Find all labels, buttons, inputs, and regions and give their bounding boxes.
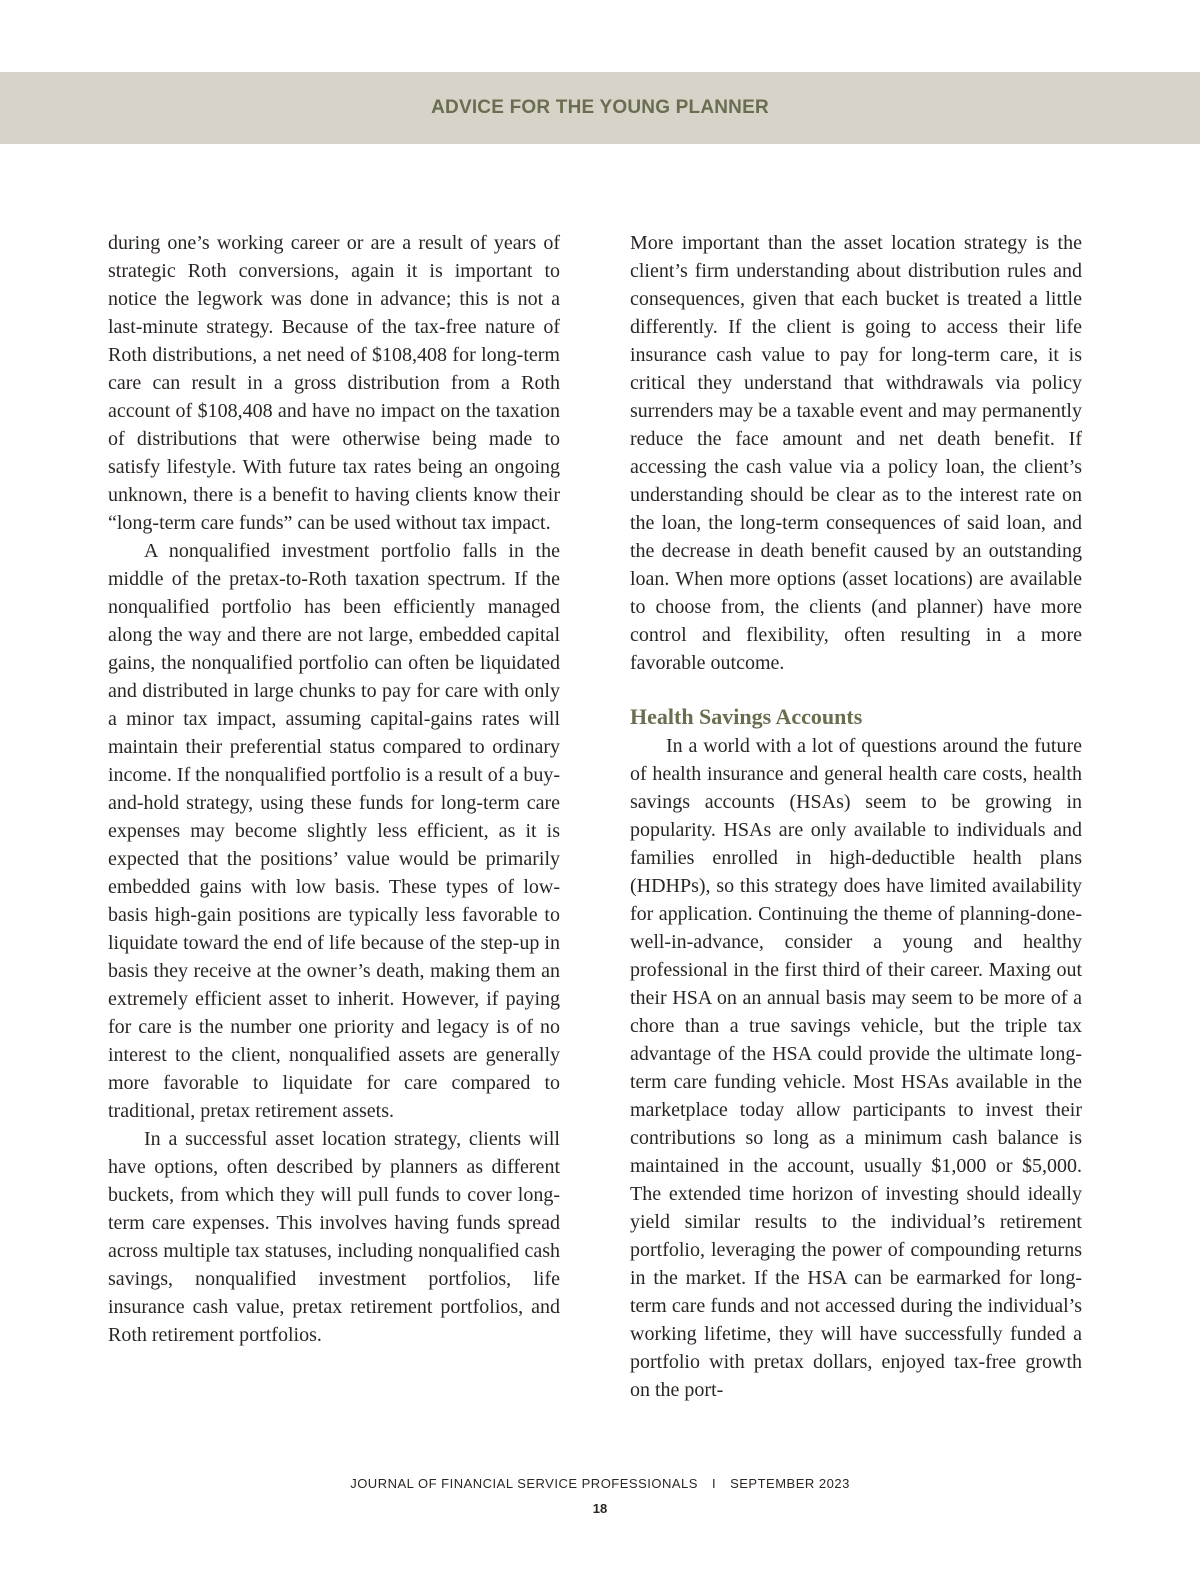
right-column [630, 229, 1082, 1404]
running-header-title: ADVICE FOR THE YOUNG PLANNER [431, 97, 769, 118]
footer [0, 1474, 1200, 1494]
body-paragraph: In a world with a lot of questions around the future of health insurance and general health care costs, health savings accounts (HSAs) seem to be growing in popularity. HSAs are only available to individuals and families enrolled in high-deductible health plans (HDHPs), so this strategy does have limited availability for application. Continuing the theme of planning-done-well-in-advance, consider a young and healthy professional in the first third of their career. Maxing out their HSA on an annual basis may seem to be more of a chore than a true savings vehicle, but the triple tax advantage of the HSA could provide the ultimate long-term care funding vehicle. Most HSAs available in the marketplace today allow participants to invest their contributions so long as a minimum cash balance is maintained in the account, usually $1,000 or $5,000. The extended time horizon of investing should ideally yield similar results to the individual’s retirement portfolio, leveraging the power of compounding returns in the market. If the HSA can be earmarked for long-term care funds and not accessed during the individual’s working lifetime, they will have successfully funded a portfolio with pretax dollars, enjoyed tax-free growth on the port- [630, 735, 1082, 1401]
issue-date: SEPTEMBER 2023 [730, 1476, 850, 1491]
page-number: 18 [592, 1501, 608, 1516]
body-paragraph: A nonqualified investment portfolio falls in the middle of the pretax-to-Roth taxation spectrum. If the nonqualified portfolio has been efficiently managed along the way and there are not large, embedded capital gains, the nonqualified portfolio can often be liquidated and distributed in large chunks to pay for care with only a minor tax impact, assuming capital-gains rates will maintain their preferential status compared to ordinary income. If the nonqualified portfolio is a result of a buy-and-hold strategy, using these funds for long-term care expenses may become slightly less efficient, as it is expected that the positions’ value would be primarily embedded gains with low basis. These types of low-basis high-gain positions are typically less favorable to liquidate toward the end of life because of the step-up in basis they receive at the owner’s death, making them an extremely efficient asset to inherit. However, if paying for care is the number one priority and legacy is of no interest to the client, nonqualified assets are generally more favorable to liquidate for care compared to traditional, pretax retirement assets. [108, 540, 560, 1122]
body-paragraph: In a successful asset location strategy, clients will have options, often described by planners as different buckets, from which they will pull funds to cover long-term care expenses. This involves having funds spread across multiple tax statuses, including nonqualified cash savings, nonqualified investment portfolios, life insurance cash value, pretax retirement portfolios, and Roth retirement portfolios. [108, 1128, 560, 1346]
footer-separator: I [711, 1476, 717, 1491]
left-column [108, 229, 560, 1349]
body-paragraph: More important than the asset location strategy is the client’s firm understanding about distribution rules and consequences, given that each bucket is treated a little differently. If the client is going to access their life insurance cash value to pay for long-term care, it is critical they understand that withdrawals via policy surrenders may be a taxable event and may permanently reduce the face amount and net death benefit. If accessing the cash value via a policy loan, the client’s understanding should be clear as to the interest rate on the loan, the long-term consequences of said loan, and the decrease in death benefit caused by an outstanding loan. When more options (asset locations) are available to choose from, the clients (and planner) have more control and flexibility, often resulting in a more favorable outcome. [630, 232, 1082, 674]
section-heading: Health Savings Accounts [630, 704, 863, 729]
running-header [0, 72, 1200, 144]
journal-name: JOURNAL OF FINANCIAL SERVICE PROFESSIONALS [350, 1476, 698, 1491]
body-paragraph: during one’s working career or are a result of years of strategic Roth conversions, again it is important to notice the legwork was done in advance; this is not a last-minute strategy. Because of the tax-free nature of Roth distributions, a net need of $108,408 for long-term care can result in a gross distribution from a Roth account of $108,408 and have no impact on the taxation of distributions that were otherwise being made to satisfy lifestyle. With future tax rates being an ongoing unknown, there is a benefit to having clients know their “long-term care funds” can be used without tax impact. [108, 232, 560, 534]
